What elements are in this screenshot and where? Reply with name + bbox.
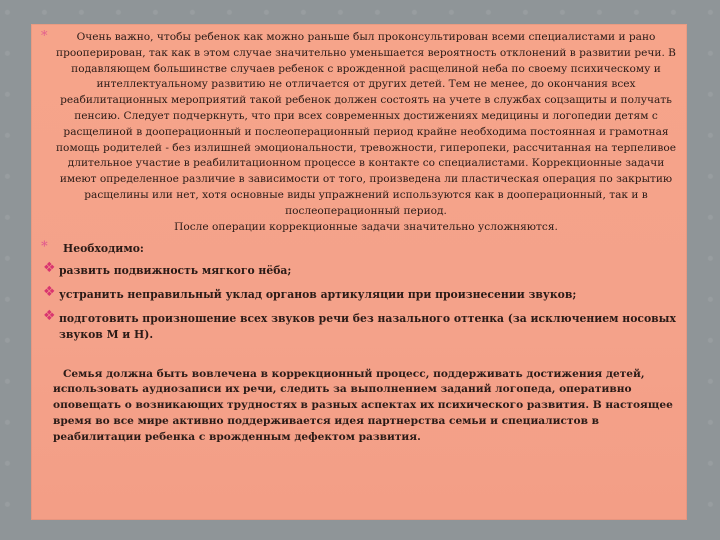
task-text: устранить неправильный уклад органов артикуляции при произнесении звуков; [59,288,577,302]
need-label: Необходимо: [63,242,144,256]
asterisk-bullet-icon: * [41,239,48,255]
need-heading [41,239,677,257]
task-text: подготовить произношение всех звуков речи без назального оттенка (за исключением носовых звуков М и Н). [59,311,676,341]
asterisk-bullet-icon: * [41,29,48,44]
list-item [43,260,677,279]
diamond-bullet-icon: ❖ [43,284,56,301]
intro-last-line: После операции коррекционные задачи значительно усложняются. [174,220,558,233]
list-item [43,307,677,343]
family-paragraph: Семья должна быть вовлечена в коррекционный процесс, поддерживать достижения детей, использовать аудиозаписи их речи, следить за выполнением заданий логопеда, оперативно оповещать о возникающих трудностях в разных аспектах их психического развития. В настоящее время во все мире активно поддерживается идея партнерства семьи и специалистов в реабилитации ребенка с врожденным дефектом развития. [53,367,673,443]
intro-text: Очень важно, чтобы ребенок как можно раньше был проконсультирован всеми специалистами и рано прооперирован, так как в этом случае значительно уменьшается вероятность отклонений в развитии речи. В подавляющем большинстве случаев ребенок с врожденной расщелиной неба по своему психическому и интеллектуальному развитию не отличается от других детей. Тем не менее, до окончания всех реабилитационных мероприятий такой ребенок должен состоять на учете в службах соцзащиты и получать пенсию. Следует подчеркнуть, что при всех современных достижениях медицины и логопедии детям с расщелиной в дооперационный и послеоперационный период крайне необходима постоянная и грамотная помощь родителей - без излишней эмоциональности, тревожности, гиперопеки, рассчитанная на терпеливое длительное участие в реабилитационном процессе в контакте со специалистами. Коррекционные задачи имеют определенное различие в зависимости от того, произведена ли пластическая операция по закрытию расщелины или нет, хотя основные виды упражнений используются как в дооперационный, так и в послеоперационный период. [56,31,676,217]
diamond-bullet-icon: ❖ [43,307,56,324]
list-item [43,284,677,303]
task-text: развить подвижность мягкого нёба; [59,264,292,278]
intro-paragraph [41,29,677,235]
diamond-bullet-icon: ❖ [43,260,56,277]
slide-content-panel [31,24,687,520]
task-list [43,260,677,342]
